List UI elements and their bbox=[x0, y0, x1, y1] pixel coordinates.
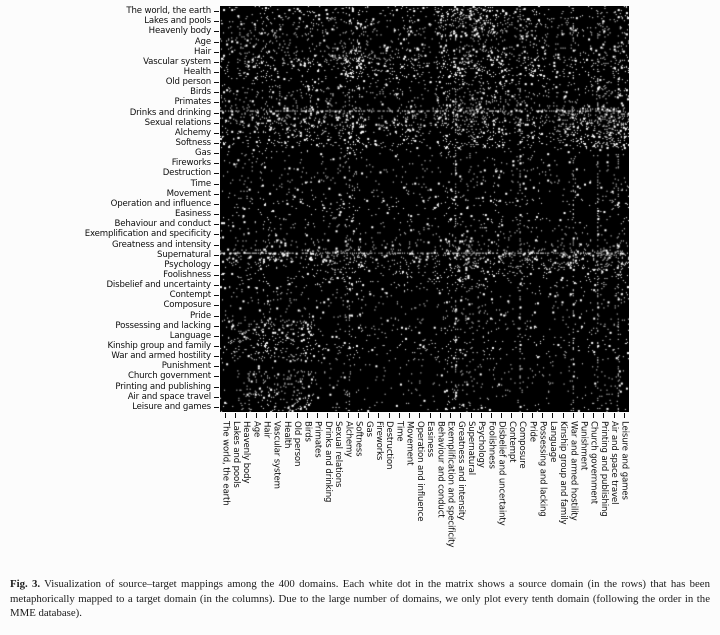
x-tick-label: Church government bbox=[588, 421, 599, 504]
y-tick bbox=[214, 295, 219, 296]
y-tick bbox=[214, 407, 219, 408]
x-tick bbox=[358, 413, 359, 418]
x-tick-label: Printing and publishing bbox=[598, 421, 609, 517]
x-tick bbox=[511, 413, 512, 418]
y-tick-label: Age bbox=[194, 36, 211, 47]
x-tick bbox=[246, 413, 247, 418]
x-tick-label: Heavenly body bbox=[241, 421, 252, 484]
x-tick bbox=[327, 413, 328, 418]
x-tick bbox=[614, 413, 615, 418]
y-tick-label: Hair bbox=[193, 46, 211, 57]
x-tick bbox=[399, 413, 400, 418]
y-tick-label: Easiness bbox=[174, 209, 211, 220]
x-tick-label: Easiness bbox=[425, 421, 436, 458]
x-tick bbox=[552, 413, 553, 418]
y-tick bbox=[214, 346, 219, 347]
x-tick bbox=[266, 413, 267, 418]
y-tick-label: Psychology bbox=[164, 259, 211, 270]
x-tick-label: Hair bbox=[261, 421, 272, 439]
x-tick bbox=[471, 413, 472, 418]
y-tick bbox=[214, 31, 219, 32]
x-tick-label: Drinks and drinking bbox=[322, 421, 333, 503]
y-tick bbox=[214, 326, 219, 327]
x-tick bbox=[378, 413, 379, 418]
y-tick bbox=[214, 133, 219, 134]
x-tick bbox=[532, 413, 533, 418]
y-tick-label: Time bbox=[190, 178, 211, 189]
x-tick-label: Punishment bbox=[578, 421, 589, 471]
x-tick bbox=[563, 413, 564, 418]
y-tick bbox=[214, 82, 219, 83]
x-tick-label: Disbelief and uncertainty bbox=[496, 421, 507, 526]
figure-caption bbox=[10, 577, 710, 621]
x-tick bbox=[368, 413, 369, 418]
x-tick-label: Exemplification and specificity bbox=[445, 421, 456, 548]
x-tick-label: Gas bbox=[363, 421, 374, 437]
x-tick-label: Softness bbox=[353, 421, 364, 457]
y-tick bbox=[214, 285, 219, 286]
y-tick-label: Printing and publishing bbox=[115, 381, 211, 392]
x-tick bbox=[501, 413, 502, 418]
y-tick bbox=[214, 62, 219, 63]
y-tick-label: Church government bbox=[128, 371, 211, 382]
x-tick bbox=[522, 413, 523, 418]
x-tick-label: Old person bbox=[292, 421, 303, 467]
x-tick-label: Composure bbox=[517, 421, 528, 469]
y-tick-label: Heavenly body bbox=[148, 26, 211, 37]
y-tick bbox=[214, 163, 219, 164]
x-tick-label: Age bbox=[251, 421, 262, 438]
y-tick bbox=[214, 184, 219, 185]
x-tick-label: Health bbox=[281, 421, 292, 449]
y-tick bbox=[214, 42, 219, 43]
x-tick bbox=[348, 413, 349, 418]
x-tick bbox=[624, 413, 625, 418]
y-tick bbox=[214, 275, 219, 276]
y-tick bbox=[214, 214, 219, 215]
figure-caption-text: Visualization of source–target mappings among the 400 domains. Each white dot in the matrix shows a source domain (in the rows) that has been metaphorically mapped to a target domain (in the columns). Due to the large number of domains, we only plot every tenth domain (following the order in the MME database). bbox=[10, 578, 710, 620]
x-tick-label: Psychology bbox=[476, 421, 487, 468]
x-tick bbox=[225, 413, 226, 418]
y-tick-label: Sexual relations bbox=[144, 117, 211, 128]
y-tick-label: Leisure and games bbox=[132, 401, 211, 412]
y-tick-label: Operation and influence bbox=[110, 198, 211, 209]
y-tick-label: Greatness and intensity bbox=[111, 239, 211, 250]
x-tick bbox=[460, 413, 461, 418]
x-tick bbox=[603, 413, 604, 418]
x-tick bbox=[297, 413, 298, 418]
x-tick bbox=[256, 413, 257, 418]
heatmap-canvas bbox=[220, 6, 629, 412]
y-tick-label: Composure bbox=[163, 300, 211, 311]
y-tick bbox=[214, 387, 219, 388]
x-tick bbox=[430, 413, 431, 418]
y-tick bbox=[214, 194, 219, 195]
x-tick bbox=[573, 413, 574, 418]
x-tick bbox=[409, 413, 410, 418]
y-tick-label: War and armed hostility bbox=[111, 351, 211, 362]
x-tick bbox=[317, 413, 318, 418]
figure-number: Fig. 3. bbox=[10, 578, 41, 590]
y-tick-label: Possessing and lacking bbox=[115, 320, 211, 331]
y-tick-label: Contempt bbox=[169, 290, 211, 301]
y-tick-label: The world, the earth bbox=[126, 6, 211, 17]
x-tick-label: Greatness and intensity bbox=[455, 421, 466, 521]
y-tick bbox=[214, 305, 219, 306]
y-tick-label: Punishment bbox=[161, 361, 211, 372]
y-tick-label: Destruction bbox=[162, 168, 211, 179]
x-tick-label: Contempt bbox=[506, 421, 517, 463]
x-tick bbox=[389, 413, 390, 418]
y-tick-label: Health bbox=[183, 66, 211, 77]
x-tick-label: Destruction bbox=[384, 421, 395, 470]
x-tick bbox=[583, 413, 584, 418]
x-tick-label: War and armed hostility bbox=[568, 421, 579, 521]
x-tick bbox=[450, 413, 451, 418]
y-tick-label: Lakes and pools bbox=[144, 16, 211, 27]
x-tick-label: Vascular system bbox=[271, 421, 282, 489]
y-tick bbox=[214, 52, 219, 53]
x-tick bbox=[440, 413, 441, 418]
y-tick-label: Softness bbox=[175, 138, 211, 149]
x-tick bbox=[491, 413, 492, 418]
x-tick-label: Fireworks bbox=[373, 421, 384, 461]
x-tick bbox=[593, 413, 594, 418]
x-tick-label: Operation and influence bbox=[414, 421, 425, 522]
y-tick-label: Primates bbox=[174, 97, 211, 108]
x-tick-label: Possessing and lacking bbox=[537, 421, 548, 517]
x-tick bbox=[235, 413, 236, 418]
x-tick-label: Alchemy bbox=[343, 421, 354, 458]
x-tick-label: Air and space travel bbox=[609, 421, 620, 505]
y-tick bbox=[214, 143, 219, 144]
y-tick-label: Language bbox=[169, 330, 211, 341]
y-tick bbox=[214, 336, 219, 337]
y-tick bbox=[214, 92, 219, 93]
y-tick bbox=[214, 397, 219, 398]
x-tick bbox=[286, 413, 287, 418]
y-tick bbox=[214, 265, 219, 266]
x-tick-label: Primates bbox=[312, 421, 323, 458]
x-tick-label: Kinship group and family bbox=[558, 421, 569, 525]
y-tick-label: Behaviour and conduct bbox=[114, 219, 211, 230]
x-tick-label: Foolishness bbox=[486, 421, 497, 469]
y-tick bbox=[214, 21, 219, 22]
y-tick-label: Birds bbox=[190, 87, 211, 98]
y-tick bbox=[214, 113, 219, 114]
x-tick bbox=[542, 413, 543, 418]
y-tick bbox=[214, 356, 219, 357]
y-tick-label: Movement bbox=[166, 188, 211, 199]
y-tick-label: Exemplification and specificity bbox=[84, 229, 211, 240]
y-tick-label: Alchemy bbox=[174, 127, 211, 138]
y-tick-label: Drinks and drinking bbox=[129, 107, 211, 118]
y-tick bbox=[214, 11, 219, 12]
y-tick-label: Air and space travel bbox=[127, 391, 211, 402]
y-tick bbox=[214, 204, 219, 205]
y-tick bbox=[214, 123, 219, 124]
x-tick-label: Time bbox=[394, 421, 405, 442]
y-tick bbox=[214, 72, 219, 73]
x-tick bbox=[338, 413, 339, 418]
x-tick bbox=[276, 413, 277, 418]
y-tick bbox=[214, 234, 219, 235]
x-tick bbox=[307, 413, 308, 418]
x-tick-label: Birds bbox=[302, 421, 313, 442]
y-tick-label: Foolishness bbox=[163, 269, 211, 280]
y-tick bbox=[214, 153, 219, 154]
y-tick-label: Gas bbox=[195, 148, 211, 159]
y-tick bbox=[214, 224, 219, 225]
x-tick-label: Sexual relations bbox=[333, 421, 344, 488]
y-tick bbox=[214, 102, 219, 103]
x-tick-label: Leisure and games bbox=[619, 421, 630, 500]
x-tick-label: Language bbox=[547, 421, 558, 463]
x-tick-label: Movement bbox=[404, 421, 415, 466]
x-tick-label: The world, the earth bbox=[220, 421, 231, 506]
y-tick bbox=[214, 173, 219, 174]
x-tick-label: Behaviour and conduct bbox=[435, 421, 446, 518]
y-tick-label: Vascular system bbox=[143, 56, 211, 67]
y-tick-label: Old person bbox=[165, 77, 211, 88]
x-tick-label: Pride bbox=[527, 421, 538, 442]
y-tick-label: Fireworks bbox=[171, 158, 211, 169]
y-tick-label: Disbelief and uncertainty bbox=[106, 280, 211, 291]
x-tick bbox=[481, 413, 482, 418]
x-tick bbox=[419, 413, 420, 418]
y-tick bbox=[214, 245, 219, 246]
y-tick-label: Kinship group and family bbox=[107, 341, 211, 352]
y-tick-label: Pride bbox=[190, 310, 211, 321]
y-tick bbox=[214, 255, 219, 256]
y-tick bbox=[214, 376, 219, 377]
y-tick bbox=[214, 316, 219, 317]
x-tick-label: Lakes and pools bbox=[230, 421, 241, 488]
y-tick-label: Supernatural bbox=[157, 249, 211, 260]
y-tick bbox=[214, 366, 219, 367]
x-tick-label: Supernatural bbox=[466, 421, 476, 475]
